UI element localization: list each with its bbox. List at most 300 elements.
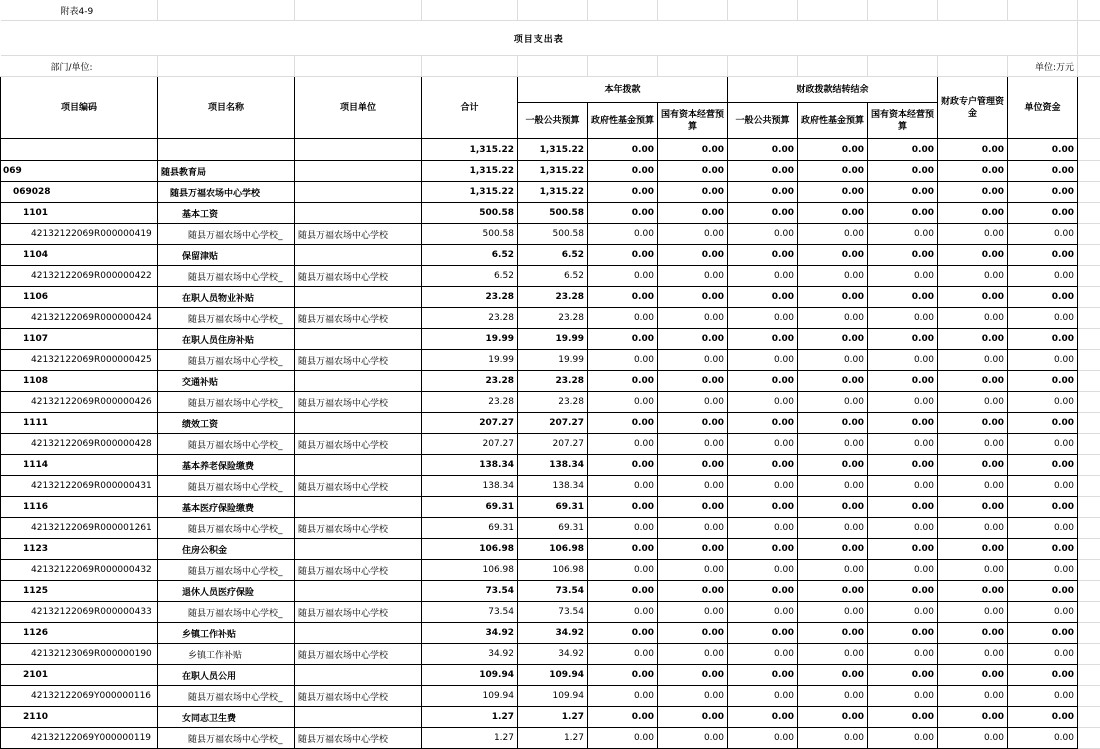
general-budget-cell: 19.99 (518, 329, 588, 350)
header-total: 合计 (422, 77, 518, 139)
project-name-cell: 在职人员公用 (158, 665, 295, 686)
gov-fund-cell: 0.00 (588, 728, 658, 749)
state-capital-cell: 0.00 (658, 539, 728, 560)
general-budget-cell: 106.98 (518, 560, 588, 581)
project-code-cell: 42132122069R000000433 (1, 602, 158, 623)
unit-fund-cell: 0.00 (1008, 392, 1078, 413)
carry-general-cell: 0.00 (728, 371, 798, 392)
table-row (1, 224, 1100, 245)
state-capital-cell: 0.00 (658, 518, 728, 539)
project-unit-cell: 随县万福农场中心学校 (295, 602, 422, 623)
general-budget-cell: 34.92 (518, 623, 588, 644)
carry-gov-fund-cell: 0.00 (798, 497, 868, 518)
general-budget-cell: 207.27 (518, 434, 588, 455)
carry-general-cell: 0.00 (728, 182, 798, 203)
project-unit-cell (295, 497, 422, 518)
carry-state-capital-cell: 0.00 (868, 139, 938, 161)
special-fund-cell: 0.00 (938, 161, 1008, 182)
total-cell: 207.27 (422, 434, 518, 455)
carry-gov-fund-cell: 0.00 (798, 518, 868, 539)
project-code-cell: 1125 (1, 581, 158, 602)
gov-fund-cell: 0.00 (588, 392, 658, 413)
carry-general-cell: 0.00 (728, 161, 798, 182)
table-row (1, 308, 1100, 329)
project-name-cell: 随县万福农场中心学校_ (158, 518, 295, 539)
carry-state-capital-cell: 0.00 (868, 371, 938, 392)
total-cell: 69.31 (422, 497, 518, 518)
state-capital-cell: 0.00 (658, 560, 728, 581)
gov-fund-cell: 0.00 (588, 182, 658, 203)
project-code-cell: 42132122069R000000419 (1, 224, 158, 245)
special-fund-cell: 0.00 (938, 203, 1008, 224)
general-budget-cell: 1,315.22 (518, 139, 588, 161)
total-cell: 500.58 (422, 203, 518, 224)
unit-fund-cell: 0.00 (1008, 539, 1078, 560)
project-unit-cell: 随县万福农场中心学校 (295, 644, 422, 665)
carry-state-capital-cell: 0.00 (868, 560, 938, 581)
project-name-cell: 在职人员物业补贴 (158, 287, 295, 308)
project-code-cell: 42132122069R000000428 (1, 434, 158, 455)
project-unit-cell (295, 371, 422, 392)
carry-gov-fund-cell: 0.00 (798, 581, 868, 602)
page-title: 项目支出表 (1, 21, 1078, 56)
gov-fund-cell: 0.00 (588, 350, 658, 371)
project-unit-cell: 随县万福农场中心学校 (295, 434, 422, 455)
carry-general-cell: 0.00 (728, 623, 798, 644)
total-cell: 34.92 (422, 644, 518, 665)
carry-state-capital-cell: 0.00 (868, 245, 938, 266)
special-fund-cell: 0.00 (938, 182, 1008, 203)
unit-fund-cell: 0.00 (1008, 308, 1078, 329)
project-name-cell: 随县万福农场中心学校_ (158, 602, 295, 623)
project-unit-cell: 随县万福农场中心学校 (295, 560, 422, 581)
general-budget-cell: 106.98 (518, 539, 588, 560)
total-cell: 23.28 (422, 308, 518, 329)
general-budget-cell: 19.99 (518, 350, 588, 371)
project-unit-cell (295, 455, 422, 476)
general-budget-cell: 138.34 (518, 476, 588, 497)
project-code-cell: 1111 (1, 413, 158, 434)
carry-state-capital-cell: 0.00 (868, 644, 938, 665)
table-row (1, 497, 1100, 518)
carry-state-capital-cell: 0.00 (868, 203, 938, 224)
project-unit-cell (295, 329, 422, 350)
total-cell: 207.27 (422, 413, 518, 434)
state-capital-cell: 0.00 (658, 308, 728, 329)
state-capital-cell: 0.00 (658, 644, 728, 665)
carry-general-cell: 0.00 (728, 266, 798, 287)
project-unit-cell (295, 161, 422, 182)
project-name-cell: 随县万福农场中心学校_ (158, 350, 295, 371)
project-code-cell: 42132122069R000000422 (1, 266, 158, 287)
unit-fund-cell: 0.00 (1008, 371, 1078, 392)
gov-fund-cell: 0.00 (588, 455, 658, 476)
gov-fund-cell: 0.00 (588, 224, 658, 245)
gov-fund-cell: 0.00 (588, 139, 658, 161)
unit-fund-cell: 0.00 (1008, 224, 1078, 245)
project-name-cell: 随县万福农场中心学校_ (158, 266, 295, 287)
carry-gov-fund-cell: 0.00 (798, 707, 868, 728)
total-cell: 138.34 (422, 476, 518, 497)
carry-state-capital-cell: 0.00 (868, 623, 938, 644)
carry-gov-fund-cell: 0.00 (798, 224, 868, 245)
special-fund-cell: 0.00 (938, 350, 1008, 371)
project-name-cell: 随县万福农场中心学校 (158, 182, 295, 203)
unit-fund-cell: 0.00 (1008, 203, 1078, 224)
unit-fund-cell: 0.00 (1008, 707, 1078, 728)
carry-state-capital-cell: 0.00 (868, 455, 938, 476)
gov-fund-cell: 0.00 (588, 287, 658, 308)
state-capital-cell: 0.00 (658, 707, 728, 728)
table-row (1, 644, 1100, 665)
project-name-cell: 基本养老保险缴费 (158, 455, 295, 476)
project-unit-cell: 随县万福农场中心学校 (295, 224, 422, 245)
total-cell: 1.27 (422, 728, 518, 749)
carry-general-cell: 0.00 (728, 287, 798, 308)
general-budget-cell: 138.34 (518, 455, 588, 476)
special-fund-cell: 0.00 (938, 224, 1008, 245)
carry-gov-fund-cell: 0.00 (798, 371, 868, 392)
project-name-cell: 乡镇工作补贴 (158, 644, 295, 665)
unit-label: 单位:万元 (1008, 56, 1078, 77)
state-capital-cell: 0.00 (658, 266, 728, 287)
state-capital-cell: 0.00 (658, 329, 728, 350)
unit-fund-cell: 0.00 (1008, 728, 1078, 749)
general-budget-cell: 1,315.22 (518, 161, 588, 182)
total-cell: 23.28 (422, 287, 518, 308)
carry-gov-fund-cell: 0.00 (798, 413, 868, 434)
project-name-cell: 随县万福农场中心学校_ (158, 560, 295, 581)
table-row (1, 413, 1100, 434)
project-name-cell: 绩效工资 (158, 413, 295, 434)
unit-fund-cell: 0.00 (1008, 413, 1078, 434)
table-row (1, 139, 1100, 161)
unit-fund-cell: 0.00 (1008, 623, 1078, 644)
gov-fund-cell: 0.00 (588, 602, 658, 623)
header-carry-general: 一般公共预算 (728, 103, 798, 139)
general-budget-cell: 69.31 (518, 518, 588, 539)
project-name-cell: 乡镇工作补贴 (158, 623, 295, 644)
table-row (1, 245, 1100, 266)
special-fund-cell: 0.00 (938, 329, 1008, 350)
project-name-cell (158, 139, 295, 161)
project-unit-cell: 随县万福农场中心学校 (295, 686, 422, 707)
header-name: 项目名称 (158, 77, 295, 139)
unit-fund-cell: 0.00 (1008, 245, 1078, 266)
table-row (1, 581, 1100, 602)
state-capital-cell: 0.00 (658, 476, 728, 497)
state-capital-cell: 0.00 (658, 665, 728, 686)
carry-gov-fund-cell: 0.00 (798, 476, 868, 497)
gov-fund-cell: 0.00 (588, 245, 658, 266)
project-code-cell: 42132122069Y000000116 (1, 686, 158, 707)
appendix-caption: 附表4-9 (1, 0, 158, 21)
carry-general-cell: 0.00 (728, 476, 798, 497)
carry-state-capital-cell: 0.00 (868, 182, 938, 203)
total-cell: 106.98 (422, 560, 518, 581)
unit-fund-cell: 0.00 (1008, 581, 1078, 602)
special-fund-cell: 0.00 (938, 539, 1008, 560)
project-name-cell: 随县万福农场中心学校_ (158, 476, 295, 497)
carry-gov-fund-cell: 0.00 (798, 245, 868, 266)
project-name-cell: 保留津贴 (158, 245, 295, 266)
project-unit-cell (295, 623, 422, 644)
project-unit-cell (295, 245, 422, 266)
carry-state-capital-cell: 0.00 (868, 539, 938, 560)
project-code-cell: 42132122069R000001261 (1, 518, 158, 539)
carry-general-cell: 0.00 (728, 707, 798, 728)
carry-gov-fund-cell: 0.00 (798, 161, 868, 182)
project-unit-cell (295, 581, 422, 602)
table-row (1, 287, 1100, 308)
carry-state-capital-cell: 0.00 (868, 581, 938, 602)
state-capital-cell: 0.00 (658, 287, 728, 308)
special-fund-cell: 0.00 (938, 434, 1008, 455)
state-capital-cell: 0.00 (658, 455, 728, 476)
total-cell: 6.52 (422, 266, 518, 287)
carry-general-cell: 0.00 (728, 581, 798, 602)
carry-general-cell: 0.00 (728, 602, 798, 623)
carry-state-capital-cell: 0.00 (868, 728, 938, 749)
carry-general-cell: 0.00 (728, 665, 798, 686)
gov-fund-cell: 0.00 (588, 308, 658, 329)
project-code-cell: 42132122069R000000426 (1, 392, 158, 413)
unit-fund-cell: 0.00 (1008, 665, 1078, 686)
project-unit-cell: 随县万福农场中心学校 (295, 476, 422, 497)
state-capital-cell: 0.00 (658, 245, 728, 266)
table-row (1, 686, 1100, 707)
general-budget-cell: 73.54 (518, 581, 588, 602)
project-name-cell: 随县万福农场中心学校_ (158, 686, 295, 707)
gov-fund-cell: 0.00 (588, 539, 658, 560)
total-cell: 73.54 (422, 581, 518, 602)
special-fund-cell: 0.00 (938, 707, 1008, 728)
total-cell: 23.28 (422, 371, 518, 392)
total-cell: 109.94 (422, 665, 518, 686)
state-capital-cell: 0.00 (658, 224, 728, 245)
header-special-fund: 财政专户管理资金 (938, 77, 1008, 139)
carry-general-cell: 0.00 (728, 560, 798, 581)
total-cell: 106.98 (422, 539, 518, 560)
state-capital-cell: 0.00 (658, 602, 728, 623)
state-capital-cell: 0.00 (658, 139, 728, 161)
carry-state-capital-cell: 0.00 (868, 476, 938, 497)
carry-gov-fund-cell: 0.00 (798, 329, 868, 350)
unit-fund-cell: 0.00 (1008, 518, 1078, 539)
project-name-cell: 女同志卫生费 (158, 707, 295, 728)
special-fund-cell: 0.00 (938, 602, 1008, 623)
carry-general-cell: 0.00 (728, 644, 798, 665)
carry-gov-fund-cell: 0.00 (798, 644, 868, 665)
project-unit-cell: 随县万福农场中心学校 (295, 392, 422, 413)
state-capital-cell: 0.00 (658, 686, 728, 707)
carry-gov-fund-cell: 0.00 (798, 665, 868, 686)
project-code-cell: 1126 (1, 623, 158, 644)
special-fund-cell: 0.00 (938, 245, 1008, 266)
general-budget-cell: 23.28 (518, 371, 588, 392)
project-code-cell: 1114 (1, 455, 158, 476)
total-cell: 69.31 (422, 518, 518, 539)
carry-general-cell: 0.00 (728, 139, 798, 161)
total-cell: 6.52 (422, 245, 518, 266)
carry-general-cell: 0.00 (728, 686, 798, 707)
general-budget-cell: 500.58 (518, 224, 588, 245)
carry-general-cell: 0.00 (728, 245, 798, 266)
unit-fund-cell: 0.00 (1008, 644, 1078, 665)
header-carry-state-capital: 国有资本经营预算 (868, 103, 938, 139)
project-code-cell: 1108 (1, 371, 158, 392)
gov-fund-cell: 0.00 (588, 707, 658, 728)
table-row (1, 266, 1100, 287)
project-unit-cell (295, 539, 422, 560)
gov-fund-cell: 0.00 (588, 203, 658, 224)
unit-fund-cell: 0.00 (1008, 497, 1078, 518)
general-budget-cell: 69.31 (518, 497, 588, 518)
total-cell: 19.99 (422, 329, 518, 350)
unit-fund-cell: 0.00 (1008, 182, 1078, 203)
total-cell: 500.58 (422, 224, 518, 245)
header-carry-gov-fund: 政府性基金预算 (798, 103, 868, 139)
carry-gov-fund-cell: 0.00 (798, 350, 868, 371)
carry-gov-fund-cell: 0.00 (798, 203, 868, 224)
project-name-cell: 随县万福农场中心学校_ (158, 434, 295, 455)
table-row (1, 329, 1100, 350)
project-unit-cell (295, 707, 422, 728)
state-capital-cell: 0.00 (658, 182, 728, 203)
unit-fund-cell: 0.00 (1008, 455, 1078, 476)
unit-fund-cell: 0.00 (1008, 560, 1078, 581)
gov-fund-cell: 0.00 (588, 497, 658, 518)
total-cell: 1,315.22 (422, 161, 518, 182)
state-capital-cell: 0.00 (658, 434, 728, 455)
carry-gov-fund-cell: 0.00 (798, 728, 868, 749)
header-current-year: 本年拨款 (518, 77, 728, 103)
special-fund-cell: 0.00 (938, 308, 1008, 329)
table-row (1, 182, 1100, 203)
general-budget-cell: 207.27 (518, 413, 588, 434)
table-row (1, 455, 1100, 476)
carry-gov-fund-cell: 0.00 (798, 182, 868, 203)
project-unit-cell (295, 203, 422, 224)
total-cell: 19.99 (422, 350, 518, 371)
project-name-cell: 随县万福农场中心学校_ (158, 308, 295, 329)
general-budget-cell: 6.52 (518, 245, 588, 266)
carry-general-cell: 0.00 (728, 434, 798, 455)
project-code-cell: 42132122069R000000431 (1, 476, 158, 497)
general-budget-cell: 23.28 (518, 392, 588, 413)
general-budget-cell: 73.54 (518, 602, 588, 623)
total-cell: 34.92 (422, 623, 518, 644)
special-fund-cell: 0.00 (938, 371, 1008, 392)
state-capital-cell: 0.00 (658, 371, 728, 392)
table-row (1, 665, 1100, 686)
general-budget-cell: 109.94 (518, 665, 588, 686)
state-capital-cell: 0.00 (658, 161, 728, 182)
project-code-cell: 1123 (1, 539, 158, 560)
table-row (1, 371, 1100, 392)
table-row (1, 602, 1100, 623)
project-code-cell: 42132123069R000000190 (1, 644, 158, 665)
special-fund-cell: 0.00 (938, 686, 1008, 707)
special-fund-cell: 0.00 (938, 413, 1008, 434)
special-fund-cell: 0.00 (938, 644, 1008, 665)
project-unit-cell (295, 665, 422, 686)
gov-fund-cell: 0.00 (588, 413, 658, 434)
table-row (1, 623, 1100, 644)
gov-fund-cell: 0.00 (588, 434, 658, 455)
unit-fund-cell: 0.00 (1008, 161, 1078, 182)
project-unit-cell: 随县万福农场中心学校 (295, 266, 422, 287)
general-budget-cell: 500.58 (518, 203, 588, 224)
special-fund-cell: 0.00 (938, 455, 1008, 476)
special-fund-cell: 0.00 (938, 497, 1008, 518)
state-capital-cell: 0.00 (658, 497, 728, 518)
carry-general-cell: 0.00 (728, 203, 798, 224)
table-row (1, 203, 1100, 224)
project-code-cell: 1106 (1, 287, 158, 308)
carry-state-capital-cell: 0.00 (868, 413, 938, 434)
table-row (1, 476, 1100, 497)
carry-state-capital-cell: 0.00 (868, 602, 938, 623)
carry-general-cell: 0.00 (728, 224, 798, 245)
gov-fund-cell: 0.00 (588, 266, 658, 287)
unit-fund-cell: 0.00 (1008, 476, 1078, 497)
carry-state-capital-cell: 0.00 (868, 350, 938, 371)
project-code-cell: 42132122069Y000000119 (1, 728, 158, 749)
carry-state-capital-cell: 0.00 (868, 287, 938, 308)
project-name-cell: 交通补贴 (158, 371, 295, 392)
unit-fund-cell: 0.00 (1008, 686, 1078, 707)
special-fund-cell: 0.00 (938, 581, 1008, 602)
carry-state-capital-cell: 0.00 (868, 266, 938, 287)
gov-fund-cell: 0.00 (588, 371, 658, 392)
project-name-cell: 随县教育局 (158, 161, 295, 182)
project-code-cell: 42132122069R000000432 (1, 560, 158, 581)
general-budget-cell: 23.28 (518, 287, 588, 308)
general-budget-cell: 1.27 (518, 728, 588, 749)
project-code-cell: 42132122069R000000424 (1, 308, 158, 329)
carry-general-cell: 0.00 (728, 728, 798, 749)
table-row (1, 539, 1100, 560)
carry-general-cell: 0.00 (728, 308, 798, 329)
carry-gov-fund-cell: 0.00 (798, 287, 868, 308)
department-label: 部门/单位: (1, 56, 158, 77)
project-unit-cell (295, 182, 422, 203)
project-code-cell: 1104 (1, 245, 158, 266)
special-fund-cell: 0.00 (938, 665, 1008, 686)
table-row (1, 350, 1100, 371)
total-cell: 73.54 (422, 602, 518, 623)
gov-fund-cell: 0.00 (588, 686, 658, 707)
general-budget-cell: 23.28 (518, 308, 588, 329)
total-cell: 1,315.22 (422, 139, 518, 161)
total-cell: 138.34 (422, 455, 518, 476)
total-cell: 1.27 (422, 707, 518, 728)
project-name-cell: 退休人员医疗保险 (158, 581, 295, 602)
general-budget-cell: 109.94 (518, 686, 588, 707)
state-capital-cell: 0.00 (658, 581, 728, 602)
carry-state-capital-cell: 0.00 (868, 518, 938, 539)
special-fund-cell: 0.00 (938, 139, 1008, 161)
state-capital-cell: 0.00 (658, 623, 728, 644)
project-name-cell: 住房公积金 (158, 539, 295, 560)
project-name-cell: 随县万福农场中心学校_ (158, 392, 295, 413)
project-name-cell: 在职人员住房补贴 (158, 329, 295, 350)
gov-fund-cell: 0.00 (588, 161, 658, 182)
unit-fund-cell: 0.00 (1008, 434, 1078, 455)
project-code-cell: 42132122069R000000425 (1, 350, 158, 371)
state-capital-cell: 0.00 (658, 728, 728, 749)
